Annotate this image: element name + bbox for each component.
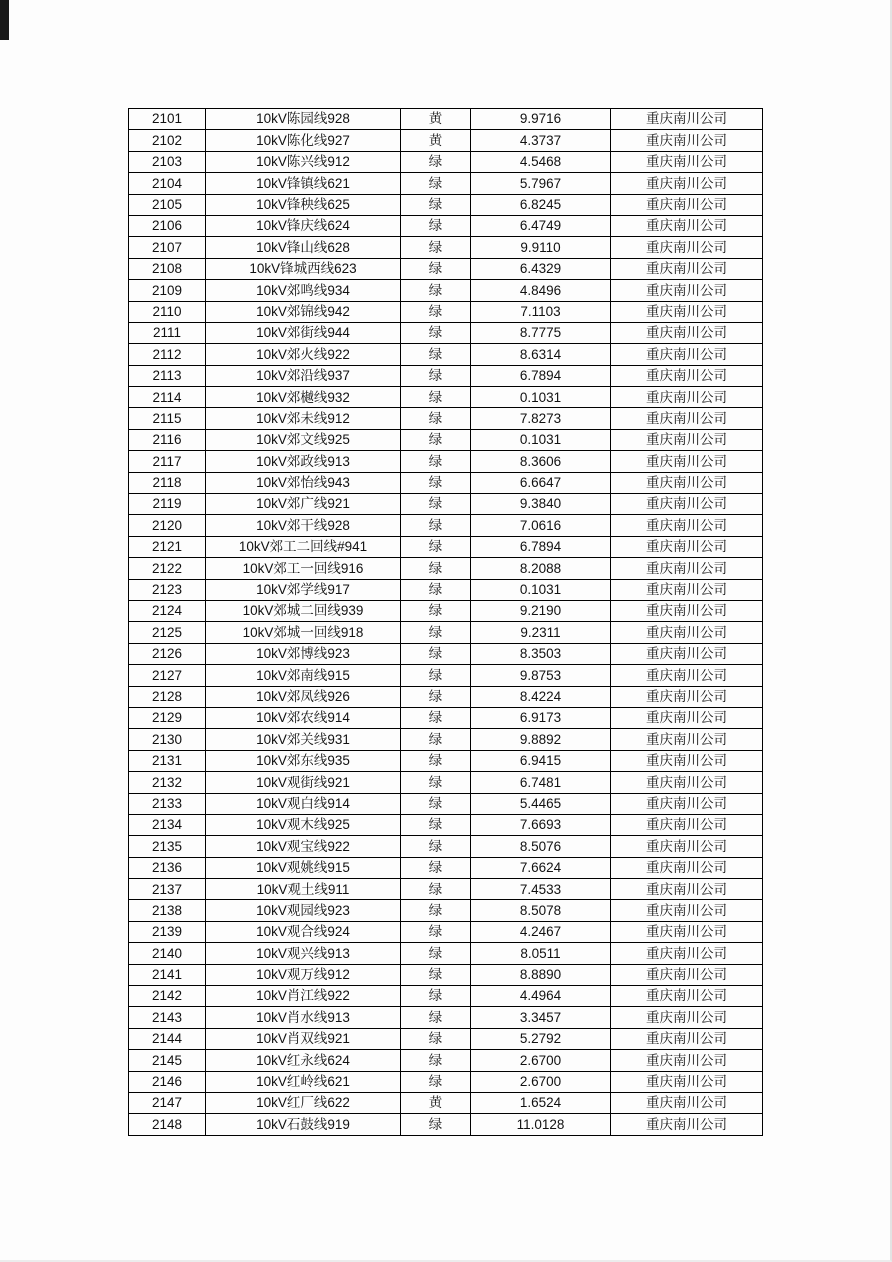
cell-value: 7.6693 — [471, 814, 611, 835]
power-line-table — [128, 108, 763, 1136]
table-row — [129, 622, 763, 643]
cell-company: 重庆南川公司 — [611, 1071, 763, 1092]
cell-value: 8.8890 — [471, 964, 611, 985]
cell-name: 10kV郊鸣线934 — [206, 280, 401, 301]
cell-name: 10kV红岭线621 — [206, 1071, 401, 1092]
table-row — [129, 1028, 763, 1049]
cell-value: 2.6700 — [471, 1071, 611, 1092]
cell-id: 2109 — [129, 280, 206, 301]
cell-value: 8.5078 — [471, 900, 611, 921]
table-row — [129, 1114, 763, 1135]
cell-status: 绿 — [401, 793, 471, 814]
cell-id: 2126 — [129, 643, 206, 664]
table-row — [129, 643, 763, 664]
cell-value: 8.3503 — [471, 643, 611, 664]
cell-status: 绿 — [401, 344, 471, 365]
cell-name: 10kV郊街线944 — [206, 322, 401, 343]
cell-company: 重庆南川公司 — [611, 750, 763, 771]
cell-id: 2134 — [129, 814, 206, 835]
cell-status: 绿 — [401, 151, 471, 172]
cell-status: 绿 — [401, 665, 471, 686]
cell-name: 10kV郊广线921 — [206, 494, 401, 515]
cell-value: 1.6524 — [471, 1092, 611, 1113]
cell-status: 绿 — [401, 1071, 471, 1092]
cell-id: 2115 — [129, 408, 206, 429]
cell-value: 4.4964 — [471, 986, 611, 1007]
cell-id: 2132 — [129, 772, 206, 793]
cell-company: 重庆南川公司 — [611, 494, 763, 515]
cell-status: 绿 — [401, 600, 471, 621]
cell-status: 绿 — [401, 387, 471, 408]
cell-name: 10kV郊怡线943 — [206, 472, 401, 493]
cell-name: 10kV红厂线622 — [206, 1092, 401, 1113]
cell-name: 10kV郊博线923 — [206, 643, 401, 664]
cell-company: 重庆南川公司 — [611, 344, 763, 365]
cell-value: 8.2088 — [471, 558, 611, 579]
table-row — [129, 494, 763, 515]
cell-company: 重庆南川公司 — [611, 686, 763, 707]
cell-id: 2121 — [129, 536, 206, 557]
cell-status: 绿 — [401, 1007, 471, 1028]
cell-value: 8.3606 — [471, 451, 611, 472]
cell-name: 10kV锋秧线625 — [206, 194, 401, 215]
cell-name: 10kV观园线923 — [206, 900, 401, 921]
cell-company: 重庆南川公司 — [611, 1050, 763, 1071]
table-row — [129, 579, 763, 600]
cell-name: 10kV郊沿线937 — [206, 365, 401, 386]
cell-value: 6.7481 — [471, 772, 611, 793]
cell-value: 4.2467 — [471, 921, 611, 942]
cell-company: 重庆南川公司 — [611, 322, 763, 343]
cell-name: 10kV观木线925 — [206, 814, 401, 835]
cell-company: 重庆南川公司 — [611, 451, 763, 472]
cell-id: 2125 — [129, 622, 206, 643]
table-row — [129, 109, 763, 130]
cell-value: 6.7894 — [471, 365, 611, 386]
cell-id: 2145 — [129, 1050, 206, 1071]
table-row — [129, 1050, 763, 1071]
cell-status: 绿 — [401, 943, 471, 964]
cell-company: 重庆南川公司 — [611, 280, 763, 301]
cell-status: 绿 — [401, 900, 471, 921]
cell-id: 2110 — [129, 301, 206, 322]
cell-id: 2144 — [129, 1028, 206, 1049]
cell-id: 2130 — [129, 729, 206, 750]
cell-value: 4.8496 — [471, 280, 611, 301]
cell-value: 0.1031 — [471, 429, 611, 450]
table-row — [129, 280, 763, 301]
cell-id: 2137 — [129, 879, 206, 900]
scan-artifact-mark — [0, 0, 9, 40]
cell-company: 重庆南川公司 — [611, 1114, 763, 1135]
table-row — [129, 900, 763, 921]
table-row — [129, 879, 763, 900]
cell-status: 绿 — [401, 558, 471, 579]
cell-value: 9.2311 — [471, 622, 611, 643]
cell-id: 2112 — [129, 344, 206, 365]
table-row — [129, 857, 763, 878]
cell-value: 0.1031 — [471, 579, 611, 600]
cell-company: 重庆南川公司 — [611, 1007, 763, 1028]
cell-value: 9.2190 — [471, 600, 611, 621]
cell-name: 10kV郊干线928 — [206, 515, 401, 536]
table-row — [129, 365, 763, 386]
cell-status: 绿 — [401, 729, 471, 750]
table-row — [129, 1007, 763, 1028]
table-row — [129, 1071, 763, 1092]
table-row — [129, 729, 763, 750]
table-row — [129, 943, 763, 964]
cell-company: 重庆南川公司 — [611, 836, 763, 857]
cell-status: 绿 — [401, 173, 471, 194]
cell-value: 9.9716 — [471, 109, 611, 130]
cell-id: 2104 — [129, 173, 206, 194]
cell-id: 2108 — [129, 258, 206, 279]
cell-name: 10kV陈园线928 — [206, 109, 401, 130]
cell-value: 6.9415 — [471, 750, 611, 771]
cell-company: 重庆南川公司 — [611, 130, 763, 151]
cell-company: 重庆南川公司 — [611, 109, 763, 130]
table-row — [129, 686, 763, 707]
cell-id: 2146 — [129, 1071, 206, 1092]
cell-status: 绿 — [401, 515, 471, 536]
cell-status: 黄 — [401, 130, 471, 151]
cell-company: 重庆南川公司 — [611, 301, 763, 322]
cell-status: 绿 — [401, 622, 471, 643]
cell-name: 10kV锋山线628 — [206, 237, 401, 258]
cell-value: 7.4533 — [471, 879, 611, 900]
cell-id: 2127 — [129, 665, 206, 686]
cell-company: 重庆南川公司 — [611, 772, 763, 793]
cell-name: 10kV观宝线922 — [206, 836, 401, 857]
cell-company: 重庆南川公司 — [611, 258, 763, 279]
cell-id: 2107 — [129, 237, 206, 258]
cell-value: 5.4465 — [471, 793, 611, 814]
cell-id: 2136 — [129, 857, 206, 878]
cell-value: 9.8892 — [471, 729, 611, 750]
cell-company: 重庆南川公司 — [611, 964, 763, 985]
cell-company: 重庆南川公司 — [611, 729, 763, 750]
table-row — [129, 515, 763, 536]
cell-name: 10kV锋城西线623 — [206, 258, 401, 279]
cell-company: 重庆南川公司 — [611, 921, 763, 942]
cell-id: 2105 — [129, 194, 206, 215]
cell-id: 2147 — [129, 1092, 206, 1113]
cell-status: 绿 — [401, 215, 471, 236]
cell-value: 8.5076 — [471, 836, 611, 857]
cell-id: 2120 — [129, 515, 206, 536]
cell-status: 绿 — [401, 750, 471, 771]
cell-id: 2122 — [129, 558, 206, 579]
table-row — [129, 215, 763, 236]
cell-name: 10kV锋镇线621 — [206, 173, 401, 194]
cell-id: 2135 — [129, 836, 206, 857]
cell-company: 重庆南川公司 — [611, 151, 763, 172]
cell-name: 10kV观街线921 — [206, 772, 401, 793]
cell-company: 重庆南川公司 — [611, 365, 763, 386]
cell-name: 10kV郊农线914 — [206, 707, 401, 728]
cell-status: 绿 — [401, 301, 471, 322]
cell-status: 绿 — [401, 408, 471, 429]
cell-status: 绿 — [401, 579, 471, 600]
cell-status: 绿 — [401, 472, 471, 493]
cell-value: 7.0616 — [471, 515, 611, 536]
cell-status: 黄 — [401, 1092, 471, 1113]
table-row — [129, 387, 763, 408]
cell-name: 10kV肖江线922 — [206, 986, 401, 1007]
cell-company: 重庆南川公司 — [611, 643, 763, 664]
cell-status: 绿 — [401, 322, 471, 343]
table-row — [129, 964, 763, 985]
cell-status: 绿 — [401, 1050, 471, 1071]
cell-name: 10kV观合线924 — [206, 921, 401, 942]
cell-name: 10kV石鼓线919 — [206, 1114, 401, 1135]
cell-status: 绿 — [401, 280, 471, 301]
cell-status: 绿 — [401, 964, 471, 985]
cell-status: 绿 — [401, 707, 471, 728]
cell-company: 重庆南川公司 — [611, 900, 763, 921]
cell-name: 10kV锋庆线624 — [206, 215, 401, 236]
table-row — [129, 836, 763, 857]
cell-value: 6.9173 — [471, 707, 611, 728]
cell-value: 6.4749 — [471, 215, 611, 236]
cell-value: 3.3457 — [471, 1007, 611, 1028]
cell-status: 绿 — [401, 1114, 471, 1135]
cell-company: 重庆南川公司 — [611, 515, 763, 536]
cell-value: 5.7967 — [471, 173, 611, 194]
cell-value: 5.2792 — [471, 1028, 611, 1049]
cell-id: 2141 — [129, 964, 206, 985]
table-row — [129, 750, 763, 771]
cell-status: 绿 — [401, 814, 471, 835]
cell-id: 2106 — [129, 215, 206, 236]
table-row — [129, 986, 763, 1007]
table-row — [129, 429, 763, 450]
cell-company: 重庆南川公司 — [611, 558, 763, 579]
cell-company: 重庆南川公司 — [611, 387, 763, 408]
cell-value: 2.6700 — [471, 1050, 611, 1071]
cell-value: 8.4224 — [471, 686, 611, 707]
table-row — [129, 793, 763, 814]
cell-id: 2103 — [129, 151, 206, 172]
cell-status: 绿 — [401, 857, 471, 878]
cell-status: 绿 — [401, 451, 471, 472]
cell-value: 4.3737 — [471, 130, 611, 151]
cell-name: 10kV陈化线927 — [206, 130, 401, 151]
cell-value: 9.3840 — [471, 494, 611, 515]
cell-status: 绿 — [401, 365, 471, 386]
table-row — [129, 921, 763, 942]
cell-id: 2102 — [129, 130, 206, 151]
cell-value: 8.6314 — [471, 344, 611, 365]
table-row — [129, 814, 763, 835]
cell-company: 重庆南川公司 — [611, 879, 763, 900]
table-row — [129, 344, 763, 365]
table-row — [129, 151, 763, 172]
cell-name: 10kV郊文线925 — [206, 429, 401, 450]
cell-status: 绿 — [401, 879, 471, 900]
cell-id: 2131 — [129, 750, 206, 771]
cell-value: 6.8245 — [471, 194, 611, 215]
cell-id: 2139 — [129, 921, 206, 942]
cell-status: 绿 — [401, 921, 471, 942]
cell-company: 重庆南川公司 — [611, 472, 763, 493]
cell-name: 10kV肖水线913 — [206, 1007, 401, 1028]
cell-name: 10kV郊未线912 — [206, 408, 401, 429]
cell-id: 2123 — [129, 579, 206, 600]
table-row — [129, 707, 763, 728]
cell-company: 重庆南川公司 — [611, 408, 763, 429]
cell-id: 2119 — [129, 494, 206, 515]
cell-company: 重庆南川公司 — [611, 857, 763, 878]
table-row — [129, 258, 763, 279]
cell-company: 重庆南川公司 — [611, 194, 763, 215]
cell-value: 7.6624 — [471, 857, 611, 878]
cell-value: 6.7894 — [471, 536, 611, 557]
cell-value: 7.1103 — [471, 301, 611, 322]
cell-company: 重庆南川公司 — [611, 173, 763, 194]
cell-company: 重庆南川公司 — [611, 665, 763, 686]
cell-name: 10kV郊火线922 — [206, 344, 401, 365]
cell-value: 11.0128 — [471, 1114, 611, 1135]
cell-company: 重庆南川公司 — [611, 1028, 763, 1049]
cell-id: 2118 — [129, 472, 206, 493]
cell-id: 2117 — [129, 451, 206, 472]
cell-company: 重庆南川公司 — [611, 707, 763, 728]
cell-name: 10kV郊关线931 — [206, 729, 401, 750]
table-row — [129, 301, 763, 322]
cell-name: 10kV红永线624 — [206, 1050, 401, 1071]
cell-id: 2129 — [129, 707, 206, 728]
cell-value: 7.8273 — [471, 408, 611, 429]
cell-name: 10kV观姚线915 — [206, 857, 401, 878]
cell-company: 重庆南川公司 — [611, 986, 763, 1007]
cell-status: 绿 — [401, 536, 471, 557]
cell-status: 绿 — [401, 772, 471, 793]
cell-id: 2128 — [129, 686, 206, 707]
power-line-table-body — [129, 109, 763, 1136]
table-row — [129, 472, 763, 493]
cell-status: 绿 — [401, 986, 471, 1007]
cell-value: 4.5468 — [471, 151, 611, 172]
cell-company: 重庆南川公司 — [611, 579, 763, 600]
cell-name: 10kV郊工二回线#941 — [206, 536, 401, 557]
table-row — [129, 130, 763, 151]
cell-status: 绿 — [401, 1028, 471, 1049]
cell-name: 10kV陈兴线912 — [206, 151, 401, 172]
cell-id: 2133 — [129, 793, 206, 814]
cell-status: 绿 — [401, 258, 471, 279]
cell-value: 8.0511 — [471, 943, 611, 964]
cell-name: 10kV郊东线935 — [206, 750, 401, 771]
cell-value: 9.9110 — [471, 237, 611, 258]
cell-id: 2138 — [129, 900, 206, 921]
table-row — [129, 1092, 763, 1113]
cell-id: 2140 — [129, 943, 206, 964]
cell-name: 10kV郊樾线932 — [206, 387, 401, 408]
cell-company: 重庆南川公司 — [611, 237, 763, 258]
cell-value: 6.4329 — [471, 258, 611, 279]
cell-name: 10kV郊南线915 — [206, 665, 401, 686]
cell-id: 2113 — [129, 365, 206, 386]
table-row — [129, 600, 763, 621]
cell-name: 10kV郊锦线942 — [206, 301, 401, 322]
table-row — [129, 408, 763, 429]
cell-status: 绿 — [401, 194, 471, 215]
cell-value: 6.6647 — [471, 472, 611, 493]
table-row — [129, 237, 763, 258]
cell-status: 绿 — [401, 836, 471, 857]
cell-status: 黄 — [401, 109, 471, 130]
cell-name: 10kV肖双线921 — [206, 1028, 401, 1049]
table-row — [129, 194, 763, 215]
cell-company: 重庆南川公司 — [611, 793, 763, 814]
table-row — [129, 536, 763, 557]
cell-name: 10kV观兴线913 — [206, 943, 401, 964]
cell-name: 10kV郊城一回线918 — [206, 622, 401, 643]
cell-value: 0.1031 — [471, 387, 611, 408]
cell-company: 重庆南川公司 — [611, 536, 763, 557]
cell-id: 2143 — [129, 1007, 206, 1028]
cell-id: 2124 — [129, 600, 206, 621]
cell-company: 重庆南川公司 — [611, 429, 763, 450]
cell-id: 2148 — [129, 1114, 206, 1135]
cell-id: 2114 — [129, 387, 206, 408]
cell-status: 绿 — [401, 429, 471, 450]
cell-status: 绿 — [401, 643, 471, 664]
cell-name: 10kV观土线911 — [206, 879, 401, 900]
cell-value: 9.8753 — [471, 665, 611, 686]
table-row — [129, 665, 763, 686]
cell-value: 8.7775 — [471, 322, 611, 343]
cell-status: 绿 — [401, 686, 471, 707]
table-row — [129, 173, 763, 194]
cell-company: 重庆南川公司 — [611, 215, 763, 236]
cell-status: 绿 — [401, 237, 471, 258]
cell-status: 绿 — [401, 494, 471, 515]
table-row — [129, 558, 763, 579]
cell-id: 2101 — [129, 109, 206, 130]
cell-name: 10kV郊凤线926 — [206, 686, 401, 707]
cell-company: 重庆南川公司 — [611, 622, 763, 643]
table-row — [129, 451, 763, 472]
table-row — [129, 322, 763, 343]
cell-id: 2116 — [129, 429, 206, 450]
cell-name: 10kV观白线914 — [206, 793, 401, 814]
cell-company: 重庆南川公司 — [611, 600, 763, 621]
cell-company: 重庆南川公司 — [611, 943, 763, 964]
cell-name: 10kV观万线912 — [206, 964, 401, 985]
cell-id: 2142 — [129, 986, 206, 1007]
cell-name: 10kV郊学线917 — [206, 579, 401, 600]
cell-company: 重庆南川公司 — [611, 1092, 763, 1113]
cell-name: 10kV郊城二回线939 — [206, 600, 401, 621]
cell-name: 10kV郊政线913 — [206, 451, 401, 472]
table-row — [129, 772, 763, 793]
cell-name: 10kV郊工一回线916 — [206, 558, 401, 579]
cell-company: 重庆南川公司 — [611, 814, 763, 835]
cell-id: 2111 — [129, 322, 206, 343]
